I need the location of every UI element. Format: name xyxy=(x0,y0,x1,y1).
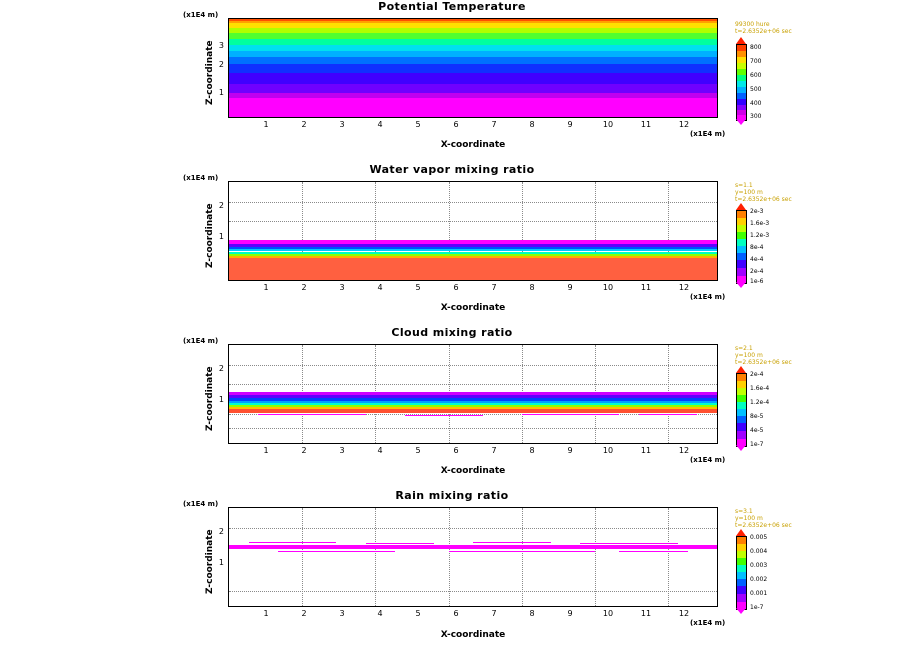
colorbar-tick: 700 xyxy=(750,58,762,65)
x-tick: 2 xyxy=(301,446,307,455)
x-tick: 7 xyxy=(491,120,497,129)
x-tick: 1 xyxy=(263,283,269,292)
colorbar-segment xyxy=(737,232,746,239)
contour-band xyxy=(229,244,717,246)
y-axis-label: Z-coordinate xyxy=(205,40,215,105)
panel-title: Cloud mixing ratio xyxy=(391,326,513,339)
y-tick: 1 xyxy=(218,395,224,404)
y-unit-label: (x1E4 m) xyxy=(183,11,219,19)
x-tick: 8 xyxy=(529,446,535,455)
colorbar-segment xyxy=(737,544,746,551)
y-tick: 1 xyxy=(218,232,224,241)
colorbar-arrow-up xyxy=(736,203,746,210)
colorbar-tick: 2e-4 xyxy=(750,268,764,275)
x-tick: 10 xyxy=(602,446,614,455)
colorbar-tick: 4e-4 xyxy=(750,256,764,263)
annotation-slice: s=1.1 xyxy=(735,182,753,189)
colorbar-segment xyxy=(737,551,746,558)
contour-band xyxy=(229,256,717,258)
contour-band xyxy=(229,64,717,72)
colorbar-segment xyxy=(737,586,746,594)
contour-speckle xyxy=(473,542,551,543)
colorbar-tick: 4e-5 xyxy=(750,427,764,434)
colorbar-segment xyxy=(737,572,746,579)
contour-band xyxy=(229,249,717,251)
contour-band xyxy=(229,98,717,117)
annotation-y-position: y=100 m xyxy=(735,189,763,196)
x-tick: 11 xyxy=(640,283,652,292)
x-tick: 8 xyxy=(529,120,535,129)
y-tick: 2 xyxy=(218,527,224,536)
contour-band xyxy=(229,45,717,51)
panel-rain-mixing-ratio xyxy=(0,489,904,654)
y-unit-label: (x1E4 m) xyxy=(183,500,219,508)
colorbar-tick: 800 xyxy=(750,44,762,51)
contour-speckle xyxy=(258,414,365,415)
colorbar-segment xyxy=(737,381,746,388)
x-axis-label: X-coordinate xyxy=(440,140,506,150)
contour-speckle xyxy=(366,543,434,544)
panel-cloud-mixing-ratio xyxy=(0,326,904,486)
x-tick: 3 xyxy=(339,120,345,129)
x-tick: 6 xyxy=(453,446,459,455)
colorbar-tick: 1e-7 xyxy=(750,604,764,611)
contour-band xyxy=(229,401,717,403)
x-tick: 1 xyxy=(263,609,269,618)
colorbar-segment xyxy=(737,211,746,218)
x-tick: 12 xyxy=(678,120,690,129)
colorbar xyxy=(736,536,747,610)
annotation-time: t=2.6352e+06 sec xyxy=(735,359,792,366)
x-tick: 4 xyxy=(377,446,383,455)
gridline-vertical xyxy=(375,508,377,606)
plot-area xyxy=(228,181,718,281)
x-tick: 7 xyxy=(491,609,497,618)
x-unit-label: (x1E4 m) xyxy=(690,619,726,627)
colorbar-tick: 0.002 xyxy=(750,576,768,583)
contour-band xyxy=(229,252,717,254)
contour-speckle xyxy=(278,551,395,552)
y-unit-label: (x1E4 m) xyxy=(183,174,219,182)
contour-band xyxy=(229,398,717,400)
x-axis-label: X-coordinate xyxy=(440,466,506,476)
x-tick: 12 xyxy=(678,446,690,455)
contour-speckle xyxy=(249,542,337,543)
x-tick: 8 xyxy=(529,283,535,292)
contour-band xyxy=(229,545,717,549)
annotation-slice: s=3.1 xyxy=(735,508,753,515)
contour-band xyxy=(229,240,717,244)
colorbar-segment xyxy=(737,423,746,431)
colorbar-tick: 0.004 xyxy=(750,548,768,555)
contour-speckle xyxy=(619,551,687,552)
x-tick: 11 xyxy=(640,120,652,129)
colorbar-segment xyxy=(737,388,746,395)
contour-band xyxy=(229,392,717,396)
y-tick: 1 xyxy=(218,558,224,567)
colorbar-tick: 0.005 xyxy=(750,534,768,541)
colorbar-arrow-down xyxy=(736,119,746,125)
colorbar-tick: 1.6e-3 xyxy=(750,220,770,227)
x-tick: 5 xyxy=(415,120,421,129)
x-tick: 1 xyxy=(263,120,269,129)
panel-title: Water vapor mixing ratio xyxy=(369,163,535,176)
colorbar-tick: 2e-3 xyxy=(750,208,764,215)
contour-band xyxy=(229,33,717,39)
annotation-run-id: 99300 hure xyxy=(735,21,770,28)
plot-area xyxy=(228,507,718,607)
contour-speckle xyxy=(449,551,595,552)
colorbar-arrow-up xyxy=(736,37,746,44)
colorbar-tick: 1.2e-4 xyxy=(750,399,770,406)
contour-band xyxy=(229,407,717,409)
colorbar-segment xyxy=(737,402,746,409)
annotation-time: t=2.6352e+06 sec xyxy=(735,196,792,203)
colorbar-tick: 8e-4 xyxy=(750,244,764,251)
colorbar-tick: 0.003 xyxy=(750,562,768,569)
x-tick: 2 xyxy=(301,120,307,129)
y-tick: 2 xyxy=(218,201,224,210)
x-tick: 9 xyxy=(567,120,573,129)
colorbar-tick: 8e-5 xyxy=(750,413,764,420)
y-tick: 1 xyxy=(218,88,224,97)
x-tick: 2 xyxy=(301,283,307,292)
panel-title: Potential Temperature xyxy=(378,0,526,13)
colorbar-tick: 400 xyxy=(750,100,762,107)
x-tick: 4 xyxy=(377,120,383,129)
contour-band xyxy=(229,57,717,64)
y-unit-label: (x1E4 m) xyxy=(183,337,219,345)
annotation-time: t=2.6352e+06 sec xyxy=(735,28,792,35)
x-tick: 10 xyxy=(602,609,614,618)
gridline-vertical xyxy=(522,508,524,606)
x-tick: 12 xyxy=(678,283,690,292)
x-tick: 5 xyxy=(415,446,421,455)
colorbar-segment xyxy=(737,246,746,253)
x-tick: 11 xyxy=(640,609,652,618)
contour-speckle xyxy=(522,414,620,415)
contour-band xyxy=(229,395,717,398)
contour-band xyxy=(229,254,717,256)
panel-water-vapor-mixing-ratio xyxy=(0,163,904,323)
x-tick: 9 xyxy=(567,609,573,618)
contour-band xyxy=(229,403,717,405)
gridline-vertical xyxy=(668,508,670,606)
contour-band xyxy=(229,21,717,23)
x-tick: 4 xyxy=(377,609,383,618)
x-tick: 3 xyxy=(339,283,345,292)
colorbar-tick: 0.001 xyxy=(750,590,768,597)
x-unit-label: (x1E4 m) xyxy=(690,456,726,464)
colorbar-tick: 1e-6 xyxy=(750,278,764,285)
contour-band xyxy=(229,258,717,280)
annotation-y-position: y=100 m xyxy=(735,352,763,359)
gridline-vertical xyxy=(449,508,451,606)
colorbar-tick: 1.2e-3 xyxy=(750,232,770,239)
contour-band xyxy=(229,39,717,45)
gridline-vertical xyxy=(302,508,304,606)
x-tick: 9 xyxy=(567,446,573,455)
colorbar-segment xyxy=(737,537,746,544)
x-tick: 3 xyxy=(339,609,345,618)
colorbar-tick: 1.6e-4 xyxy=(750,385,770,392)
plot-area xyxy=(228,344,718,444)
colorbar-segment xyxy=(737,218,746,225)
colorbar-segment xyxy=(737,260,746,268)
contour-band xyxy=(229,247,717,249)
x-tick: 1 xyxy=(263,446,269,455)
x-tick: 5 xyxy=(415,283,421,292)
x-axis-label: X-coordinate xyxy=(440,630,506,640)
colorbar-segment xyxy=(737,395,746,402)
colorbar xyxy=(736,373,747,447)
colorbar-segment xyxy=(737,431,746,439)
colorbar-arrow-down xyxy=(736,608,746,614)
colorbar-segment xyxy=(737,579,746,586)
annotation-slice: s=2.1 xyxy=(735,345,753,352)
colorbar-tick: 1e-7 xyxy=(750,441,764,448)
colorbar-arrow-up xyxy=(736,529,746,536)
colorbar-segment xyxy=(737,409,746,416)
colorbar-segment xyxy=(737,268,746,276)
contour-band xyxy=(229,93,717,98)
colorbar-arrow-down xyxy=(736,282,746,288)
colorbar-tick: 300 xyxy=(750,113,762,120)
contour-band xyxy=(229,51,717,57)
x-tick: 4 xyxy=(377,283,383,292)
colorbar-segment xyxy=(737,594,746,602)
contour-speckle xyxy=(639,414,698,415)
contour-band xyxy=(229,19,717,21)
x-tick: 8 xyxy=(529,609,535,618)
contour-speckle xyxy=(580,543,678,544)
x-tick: 6 xyxy=(453,120,459,129)
x-tick: 10 xyxy=(602,283,614,292)
colorbar-segment xyxy=(737,565,746,572)
panel-potential-temperature xyxy=(0,0,904,160)
colorbar-segment xyxy=(737,239,746,246)
y-tick: 3 xyxy=(218,41,224,50)
x-tick: 12 xyxy=(678,609,690,618)
y-tick: 2 xyxy=(218,60,224,69)
contour-band xyxy=(229,73,717,84)
x-tick: 11 xyxy=(640,446,652,455)
x-tick: 2 xyxy=(301,609,307,618)
colorbar-tick: 600 xyxy=(750,72,762,79)
x-tick: 7 xyxy=(491,283,497,292)
y-axis-label: Z-coordinate xyxy=(205,529,215,594)
x-tick: 6 xyxy=(453,609,459,618)
contour-band xyxy=(229,84,717,93)
colorbar xyxy=(736,44,747,121)
x-tick: 9 xyxy=(567,283,573,292)
colorbar xyxy=(736,210,747,284)
x-tick: 5 xyxy=(415,609,421,618)
colorbar-segment xyxy=(737,225,746,232)
colorbar-tick: 2e-4 xyxy=(750,371,764,378)
panel-title: Rain mixing ratio xyxy=(395,489,509,502)
colorbar-segment xyxy=(737,374,746,381)
annotation-time: t=2.6352e+06 sec xyxy=(735,522,792,529)
contour-band xyxy=(229,28,717,33)
x-tick: 3 xyxy=(339,446,345,455)
contour-band xyxy=(229,23,717,27)
colorbar-segment xyxy=(737,558,746,565)
colorbar-segment xyxy=(737,253,746,260)
x-unit-label: (x1E4 m) xyxy=(690,130,726,138)
contour-band xyxy=(229,409,717,413)
contour-speckle xyxy=(405,415,483,416)
gridline-vertical xyxy=(595,508,597,606)
annotation-y-position: y=100 m xyxy=(735,515,763,522)
y-axis-label: Z-coordinate xyxy=(205,203,215,268)
x-unit-label: (x1E4 m) xyxy=(690,293,726,301)
colorbar-arrow-up xyxy=(736,366,746,373)
y-tick: 2 xyxy=(218,364,224,373)
x-axis-label: X-coordinate xyxy=(440,303,506,313)
plot-area xyxy=(228,18,718,118)
colorbar-segment xyxy=(737,416,746,423)
contour-band xyxy=(229,405,717,407)
x-tick: 10 xyxy=(602,120,614,129)
x-tick: 7 xyxy=(491,446,497,455)
x-tick: 6 xyxy=(453,283,459,292)
colorbar-tick: 500 xyxy=(750,86,762,93)
colorbar-arrow-down xyxy=(736,445,746,451)
y-axis-label: Z-coordinate xyxy=(205,366,215,431)
